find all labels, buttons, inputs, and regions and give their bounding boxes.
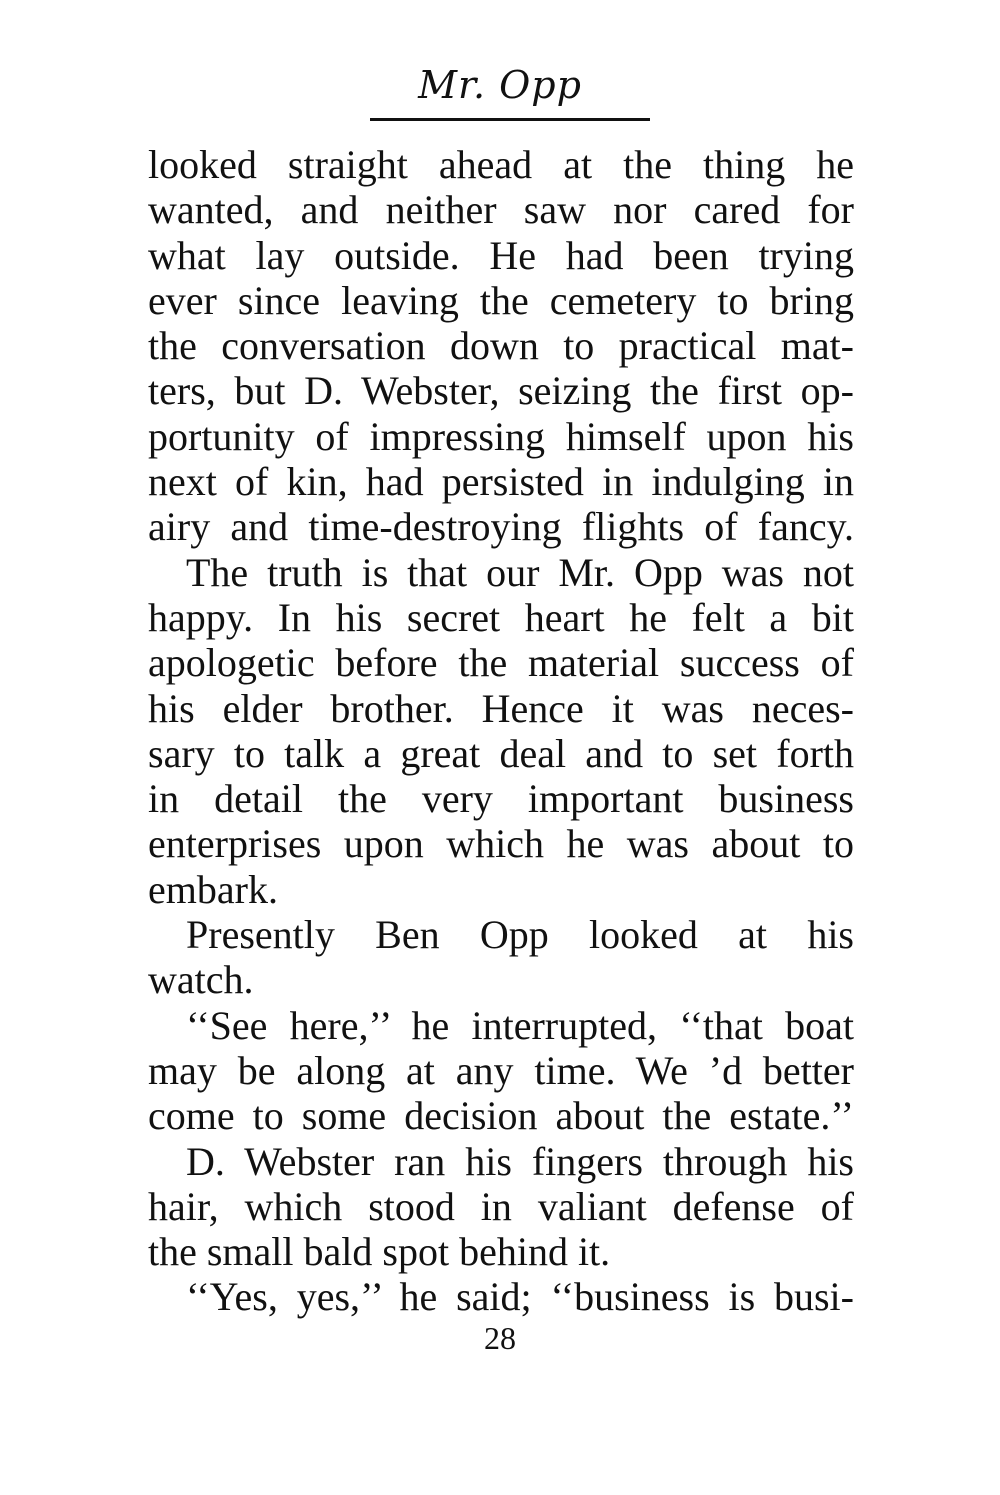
text-line: his elder brother. Hence it was neces- [148,685,854,731]
header-rule [370,118,650,121]
text-line: watch. [148,957,254,1003]
text-line: hair, which stood in valiant defense of [148,1183,854,1229]
text-line: portunity of impressing himself upon his [148,413,854,459]
text-line: ‘‘See here,’’ he interrupted, ‘‘that boat [186,1002,854,1048]
text-line: airy and time-destroying flights of fancy. [148,504,854,550]
text-line: ‘‘Yes, yes,’’ he said; ‘‘business is busi- [186,1274,854,1320]
text-line: the small bald spot behind it. [148,1229,611,1275]
text-line: enterprises upon which he was about to [148,821,854,867]
text-line: the conversation down to practical mat- [148,323,854,369]
text-line: may be along at any time. We ’d better [148,1047,854,1093]
text-line: apologetic before the material success of [148,640,854,686]
running-title: Mr. Opp [418,63,582,107]
page-number: 28 [484,1320,516,1356]
text-line: ever since leaving the cemetery to bring [148,277,854,323]
text-line: The truth is that our Mr. Opp was not [186,549,854,595]
text-line: happy. In his secret heart he felt a bit [148,594,854,640]
body-text [148,142,854,1320]
text-line: come to some decision about the estate.’’ [148,1093,854,1139]
text-line: Presently Ben Opp looked at his [186,912,854,958]
text-line: wanted, and neither saw nor cared for [148,187,854,233]
text-line: next of kin, had persisted in indulging in [148,459,854,505]
text-line: what lay outside. He had been trying [148,232,854,278]
text-line: ters, but D. Webster, seizing the first op- [148,368,854,414]
text-line: sary to talk a great deal and to set forth [148,730,854,776]
text-line: D. Webster ran his fingers through his [186,1138,854,1184]
text-line: embark. [148,866,278,912]
text-line: in detail the very important business [148,776,854,822]
text-line: looked straight ahead at the thing he [148,142,854,187]
